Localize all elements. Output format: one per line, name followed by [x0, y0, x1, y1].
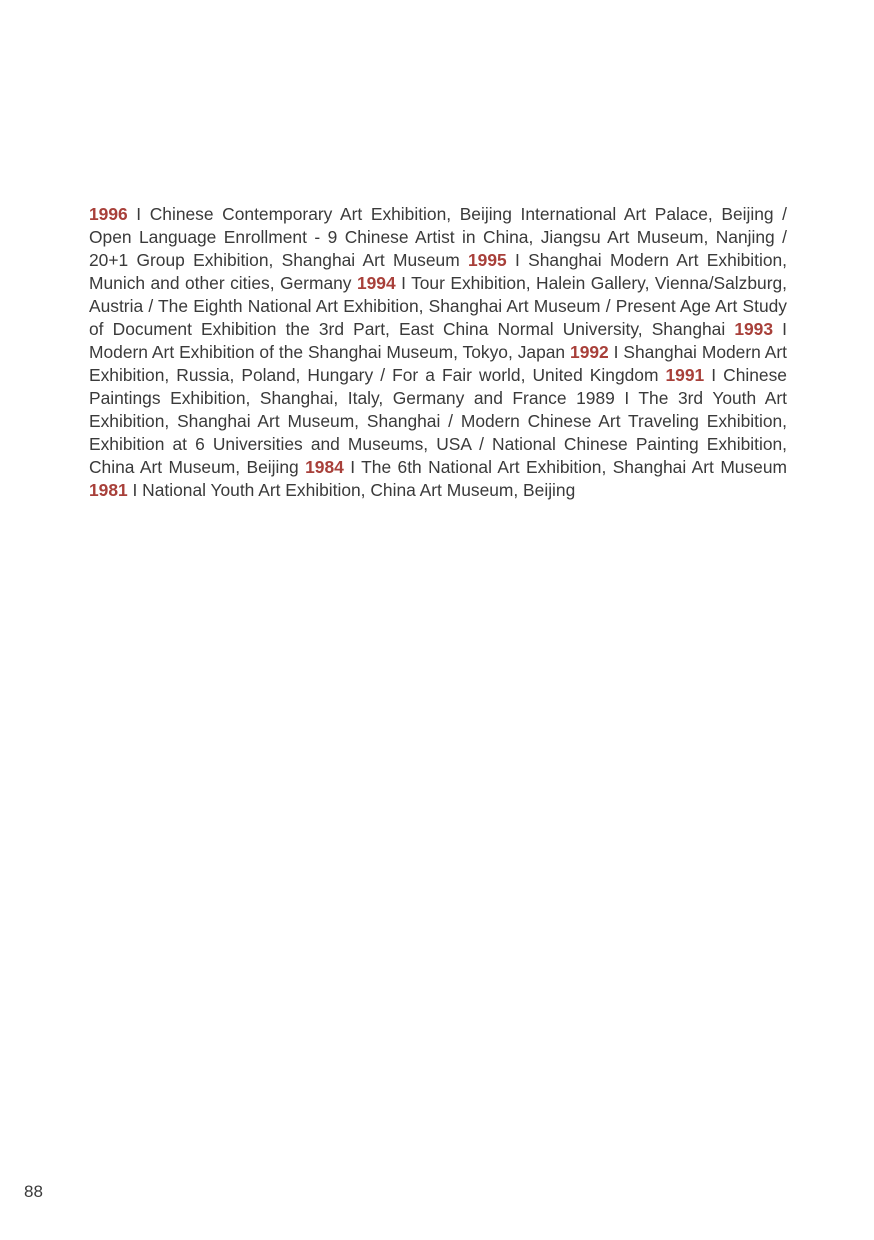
year-label: 1995	[468, 250, 507, 270]
year-label: 1994	[356, 273, 396, 293]
exhibition-history-paragraph	[89, 203, 787, 502]
exhibition-text: I Modern Art Exhibition of the Shanghai Museum, Tokyo, Japan	[89, 319, 787, 362]
exhibition-text: I National Youth Art Exhibition, China Art Museum, Beijing	[127, 480, 576, 500]
year-label: 1993	[734, 319, 774, 339]
year-label: 1996	[89, 204, 128, 224]
exhibition-text: I Tour Exhibition, Halein Gallery, Vienna/Salzburg, Austria / The Eighth National Art Exhibition, Shanghai Art Museum / Present Age Art Study of Document Exhibition the 3rd Part, East China Normal University, Shanghai	[89, 273, 788, 339]
exhibition-text: I Chinese Contemporary Art Exhibition, Beijing International Art Palace, Beijing / Open Language Enrollment - 9 Chinese Artist in China, Jiangsu Art Museum, Nanjing / 20+1 Group Exhibition, Shanghai Art Museum	[89, 204, 787, 270]
year-label: 1984	[305, 457, 344, 477]
exhibition-text: I Chinese Paintings Exhibition, Shanghai, Italy, Germany and France 1989 I The 3rd Youth Art Exhibition, Shanghai Art Museum, Shanghai / Modern Chinese Art Traveling Exhibition, Exhibition at 6 Universities and Museums, USA / National Chinese Painting Exhibition, China Art Museum, Beijing	[89, 365, 787, 477]
year-label: 1992	[570, 342, 609, 362]
exhibition-entry	[89, 480, 575, 500]
year-label: 1991	[665, 365, 705, 385]
exhibition-entry	[305, 457, 787, 477]
exhibition-text: I The 6th National Art Exhibition, Shanghai Art Museum	[343, 457, 787, 477]
page-number: 88	[24, 1182, 43, 1201]
year-label: 1981	[89, 480, 128, 500]
exhibition-text: I Shanghai Modern Art Exhibition, Russia, Poland, Hungary / For a Fair world, United Kingdom	[89, 342, 787, 385]
exhibition-text: I Shanghai Modern Art Exhibition, Munich and other cities, Germany	[89, 250, 788, 293]
